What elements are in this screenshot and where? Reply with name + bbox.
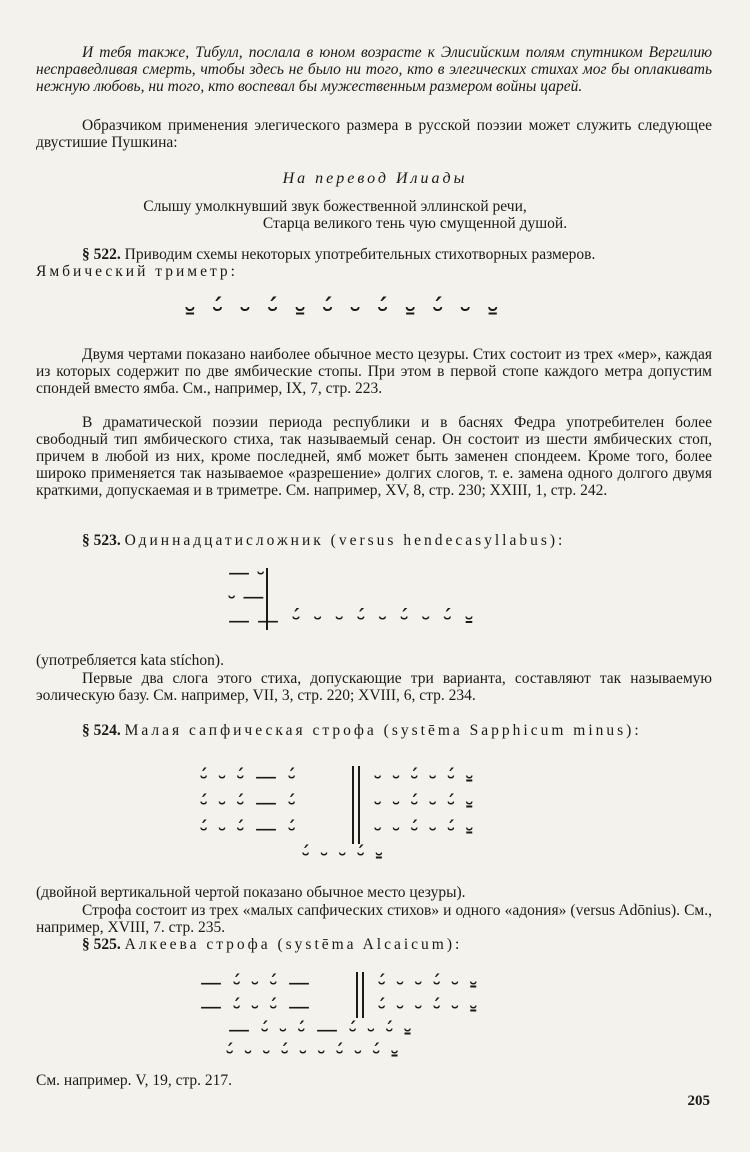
section-523 [36, 532, 712, 549]
sapphic-line: ⏑ ⏑ ⏑́ ⏑ ⏑́ ⏓ [374, 817, 475, 842]
alcaic-line: — ⏑́ ⏑ ⏑́ — [200, 971, 312, 996]
iambic-trimeter-scheme: ⏓ ⏑́ ⏑ ⏑́ ⏓ ⏑́ ⏑ ⏑́ ⏓ ⏑́ ⏑ ⏓ [185, 292, 502, 327]
hendecasyllabus-scheme: ⏑́ ⏑ ⏑ ⏑́ ⏑ ⏑́ ⏑ ⏑́ ⏓ [292, 604, 476, 632]
base-variant: — ⏑ [228, 561, 265, 586]
section-number: § 524. [82, 722, 121, 739]
sapphic-line: ⏑́ ⏑ ⏑́ — ⏑́ [200, 791, 298, 816]
sapphic-line: ⏑́ ⏑ ⏑́ — ⏑́ [200, 817, 298, 842]
section-term: Алкеева строфа (systēma Alcaicum): [124, 936, 463, 953]
section-term: Ямбический триметр: [36, 263, 238, 280]
tibullus-translation: И тебя также, Тибулл, послала в юном возрасте к Элисийским полям спутником Вергилию несправедливая смерть, чтобы здесь не было ни того, кто в элегических стихах мог бы оплакивать нежную любовь, ни того, кто воспевал бы мужественным размером войны царей. [36, 44, 712, 95]
vertical-bar [266, 568, 268, 630]
trimeter-description: Двумя чертами показано наиболее обычное место цезуры. Стих состоит из трех «мер», каждая из которых содержит по две ямбические стопы. При этом в первой стопе каждого метра допустим спондей вместо ямба. См., например, IX, 7, стр. 223. [36, 346, 712, 397]
alcaic-left [200, 972, 312, 1020]
alcaic-line: ⏑́ ⏑ ⏑ ⏑́ ⏑ ⏓ [378, 971, 479, 996]
alcaic-line-3: — ⏑́ ⏑ ⏑́ — ⏑́ ⏑ ⏑́ ⏓ [228, 1018, 414, 1043]
poem-line-1: Слышу умолкнувший звук божественной эллинской речи, [143, 198, 527, 215]
alcaic-line-4: ⏑́ ⏑ ⏑ ⏑́ ⏑ ⏑ ⏑́ ⏑ ⏑́ ⏓ [226, 1040, 401, 1065]
sapphic-line: ⏑ ⏑ ⏑́ ⏑ ⏑́ ⏓ [374, 791, 475, 816]
section-term: Одиннадцатисложник (versus hendecasyllabus): [124, 532, 566, 549]
sapphic-description: Строфа состоит из трех «малых сапфических стихов» и одного «адония» (versus Adōnius). См., например, XVIII, 7. стр. 235. [36, 902, 712, 936]
sapphic-left [200, 765, 297, 843]
poem-line-2: Старца великого тень чую смущенной душой. [262, 215, 568, 232]
section-term: Малая сапфическая строфа (systēma Sapphicum minus): [124, 722, 642, 739]
section-522 [36, 246, 712, 280]
sapphic-right [374, 765, 475, 843]
section-text: Приводим схемы некоторых употребительных стихотворных размеров. [124, 246, 596, 263]
page-number: 205 [687, 1093, 710, 1109]
base-variant: ⏑ — [228, 585, 265, 610]
alcaic-line: — ⏑́ ⏑ ⏑́ — [200, 995, 312, 1020]
aeolic-base-description: Первые два слога этого стиха, допускающие три варианта, составляют так называемую эолическую базу. См. например, VII, 3, стр. 220; XVIII, 6, стр. 234. [36, 670, 712, 704]
section-number: § 523. [82, 532, 121, 549]
caesura-note: (двойной вертикальной чертой показано обычное место цезуры). [36, 884, 466, 901]
alcaic-reference: См. например. V, 19, стр. 217. [36, 1072, 233, 1089]
section-number: § 525. [82, 936, 121, 953]
caesura-double-bar [356, 972, 364, 1018]
alcaic-line: ⏑́ ⏑ ⏑ ⏑́ ⏑ ⏓ [378, 995, 479, 1020]
aeolic-base-variants [228, 562, 279, 634]
poem-title: На перевод Илиады [282, 170, 468, 187]
elegiac-intro: Образчиком применения элегического размера в русской поэзии может служить следующее двустишие Пушкина: [36, 117, 712, 151]
sapphic-line: ⏑ ⏑ ⏑́ ⏑ ⏑́ ⏓ [374, 765, 475, 790]
alcaic-right [378, 972, 479, 1020]
section-524 [36, 722, 712, 739]
caesura-double-bar [352, 766, 360, 844]
sapphic-line: ⏑́ ⏑ ⏑́ — ⏑́ [200, 765, 298, 790]
section-number: § 522. [82, 246, 121, 263]
kata-stichon-note: (употребляется kata stíchon). [36, 652, 224, 669]
senarius-description: В драматической поэзии периода республики и в баснях Федра употребителен более свободный тип ямбического стиха, так называемый сенар. Он состоит из шести ямбических стоп, причем в любой из них, кроме последней, ямб может быть заменен спондеем. Кроме того, более широко применяется так называемое «разрешение» долгих слогов, т. е. замена одного долгого двумя краткими, допускаемая и в триметре. См. например, XV, 8, стр. 230; XXIII, 1, стр. 242. [36, 414, 712, 499]
section-525 [36, 936, 712, 953]
base-variant: — — [228, 609, 279, 634]
adonius-scheme: ⏑́ ⏑ ⏑ ⏑́ ⏓ [302, 842, 385, 867]
